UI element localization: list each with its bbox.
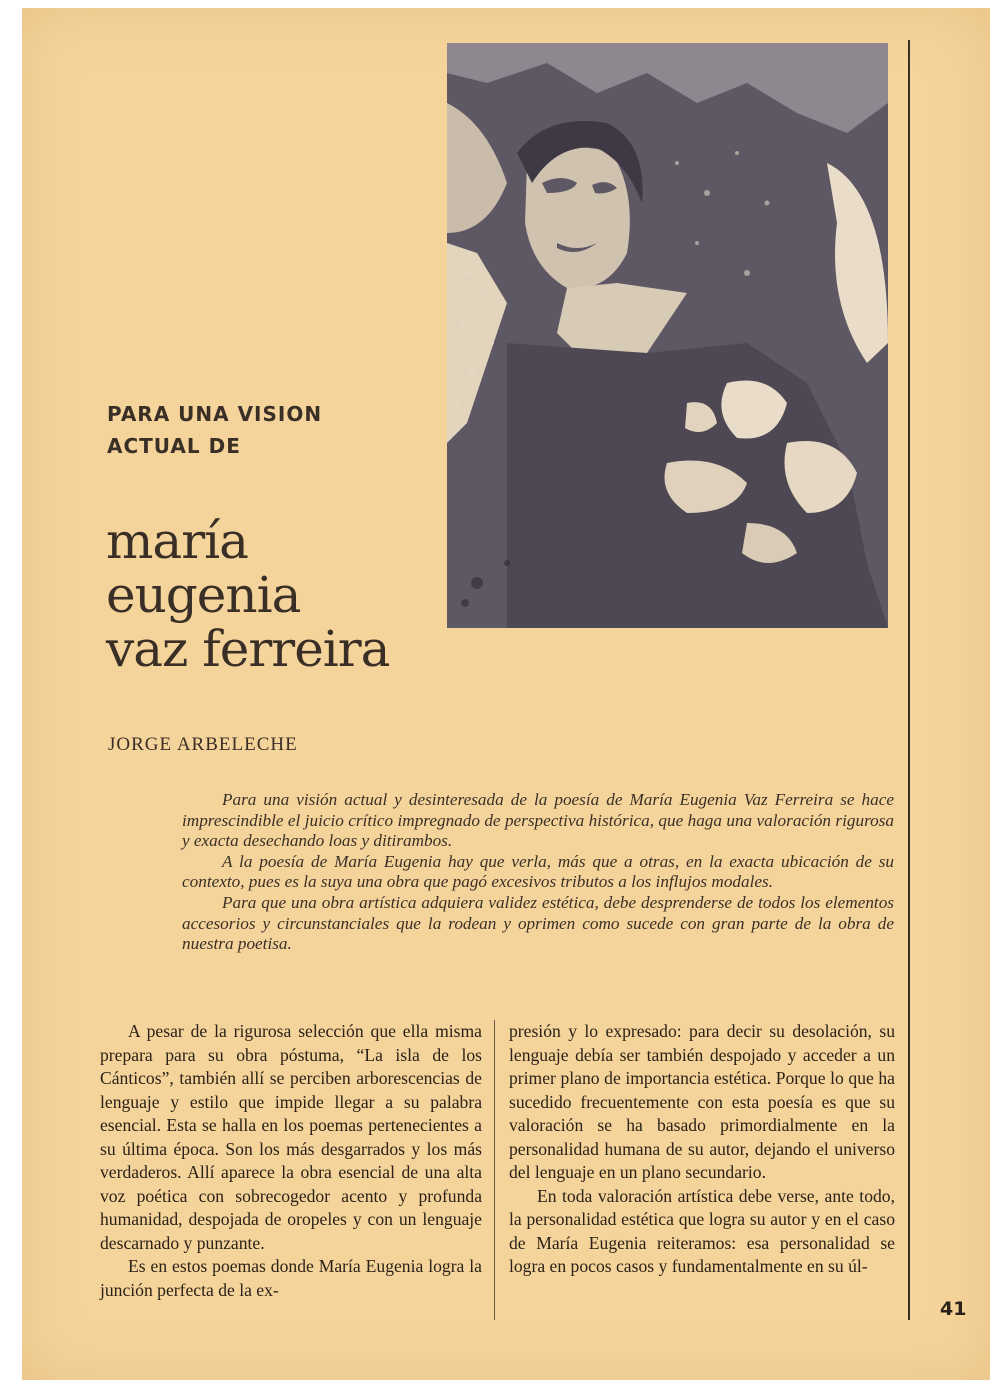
author-byline: JORGE ARBELECHE (108, 734, 298, 755)
title-line-1: maría (106, 512, 248, 570)
body-paragraph: En toda valoración artística debe verse, ante todo, la personalidad estética que logra su autor y en el caso de María Eugenia reiteramos: esa personalidad se logra en pocos casos y fundamentalmente en su úl- (509, 1185, 895, 1276)
page-number: 41 (940, 1298, 967, 1320)
article-title (106, 514, 446, 676)
body-column-left (100, 1020, 482, 1302)
kicker-line-1: PARA UNA VISION (107, 402, 323, 426)
intro-paragraph: Para que una obra artística adquiera validez estética, debe desprenderse de todos los elementos accesorios y circunstanciales que la rodean y oprimen como sucede con gran parte de la obra de nuestra poetisa. (182, 892, 894, 954)
body-column-right (509, 1020, 895, 1279)
intro-paragraphs (182, 790, 894, 955)
title-line-3: vaz ferreira (106, 620, 390, 678)
kicker-line-2: ACTUAL DE (107, 434, 241, 458)
portrait-photo (447, 43, 888, 628)
portrait-halftone (447, 43, 888, 628)
article-kicker (107, 398, 407, 462)
intro-paragraph: A la poesía de María Eugenia hay que verla, más que a otras, en la exacta ubicación de su contexto, pues es la suya una obra que pagó excesivos tributos a los influjos modales. (182, 851, 894, 892)
body-paragraph: A pesar de la rigurosa selección que ella misma prepara para su obra póstuma, “La isla de los Cánticos”, también allí se perciben arborescencias de lenguaje y estilo que impide llegar a su palabra esencial. Esta se halla en los poemas pertenecientes a su última época. Son los más desgarrados y los más verdaderos. Allí aparece la obra esencial de una alta voz poética con sobrecogedor acento y profunda humanidad, despojada de oropeles y con un lenguaje descarnado y punzante. (100, 1021, 482, 1253)
intro-paragraph: Para una visión actual y desinteresada de la poesía de María Eugenia Vaz Ferreira se hace imprescindible el juicio crítico impregnado de perspectiva histórica, que haga una valoración rigurosa y exacta desechando loas y ditirambos. (182, 790, 894, 851)
column-divider (494, 1020, 495, 1320)
page-rule (908, 40, 910, 1320)
body-paragraph: presión y lo expresado: para decir su desolación, su lenguaje debía ser también despojado y acceder a un primer plano de importancia estética. Porque lo que ha sucedido frecuentemente con esta poesía es que su valoración se ha basado primordialmente en la personalidad humana de su autor, dejando el universo del lenguaje en un plano secundario. (509, 1021, 895, 1182)
title-line-2: eugenia (106, 566, 301, 624)
body-paragraph: Es en estos poemas donde María Eugenia logra la junción perfecta de la ex- (100, 1256, 482, 1300)
